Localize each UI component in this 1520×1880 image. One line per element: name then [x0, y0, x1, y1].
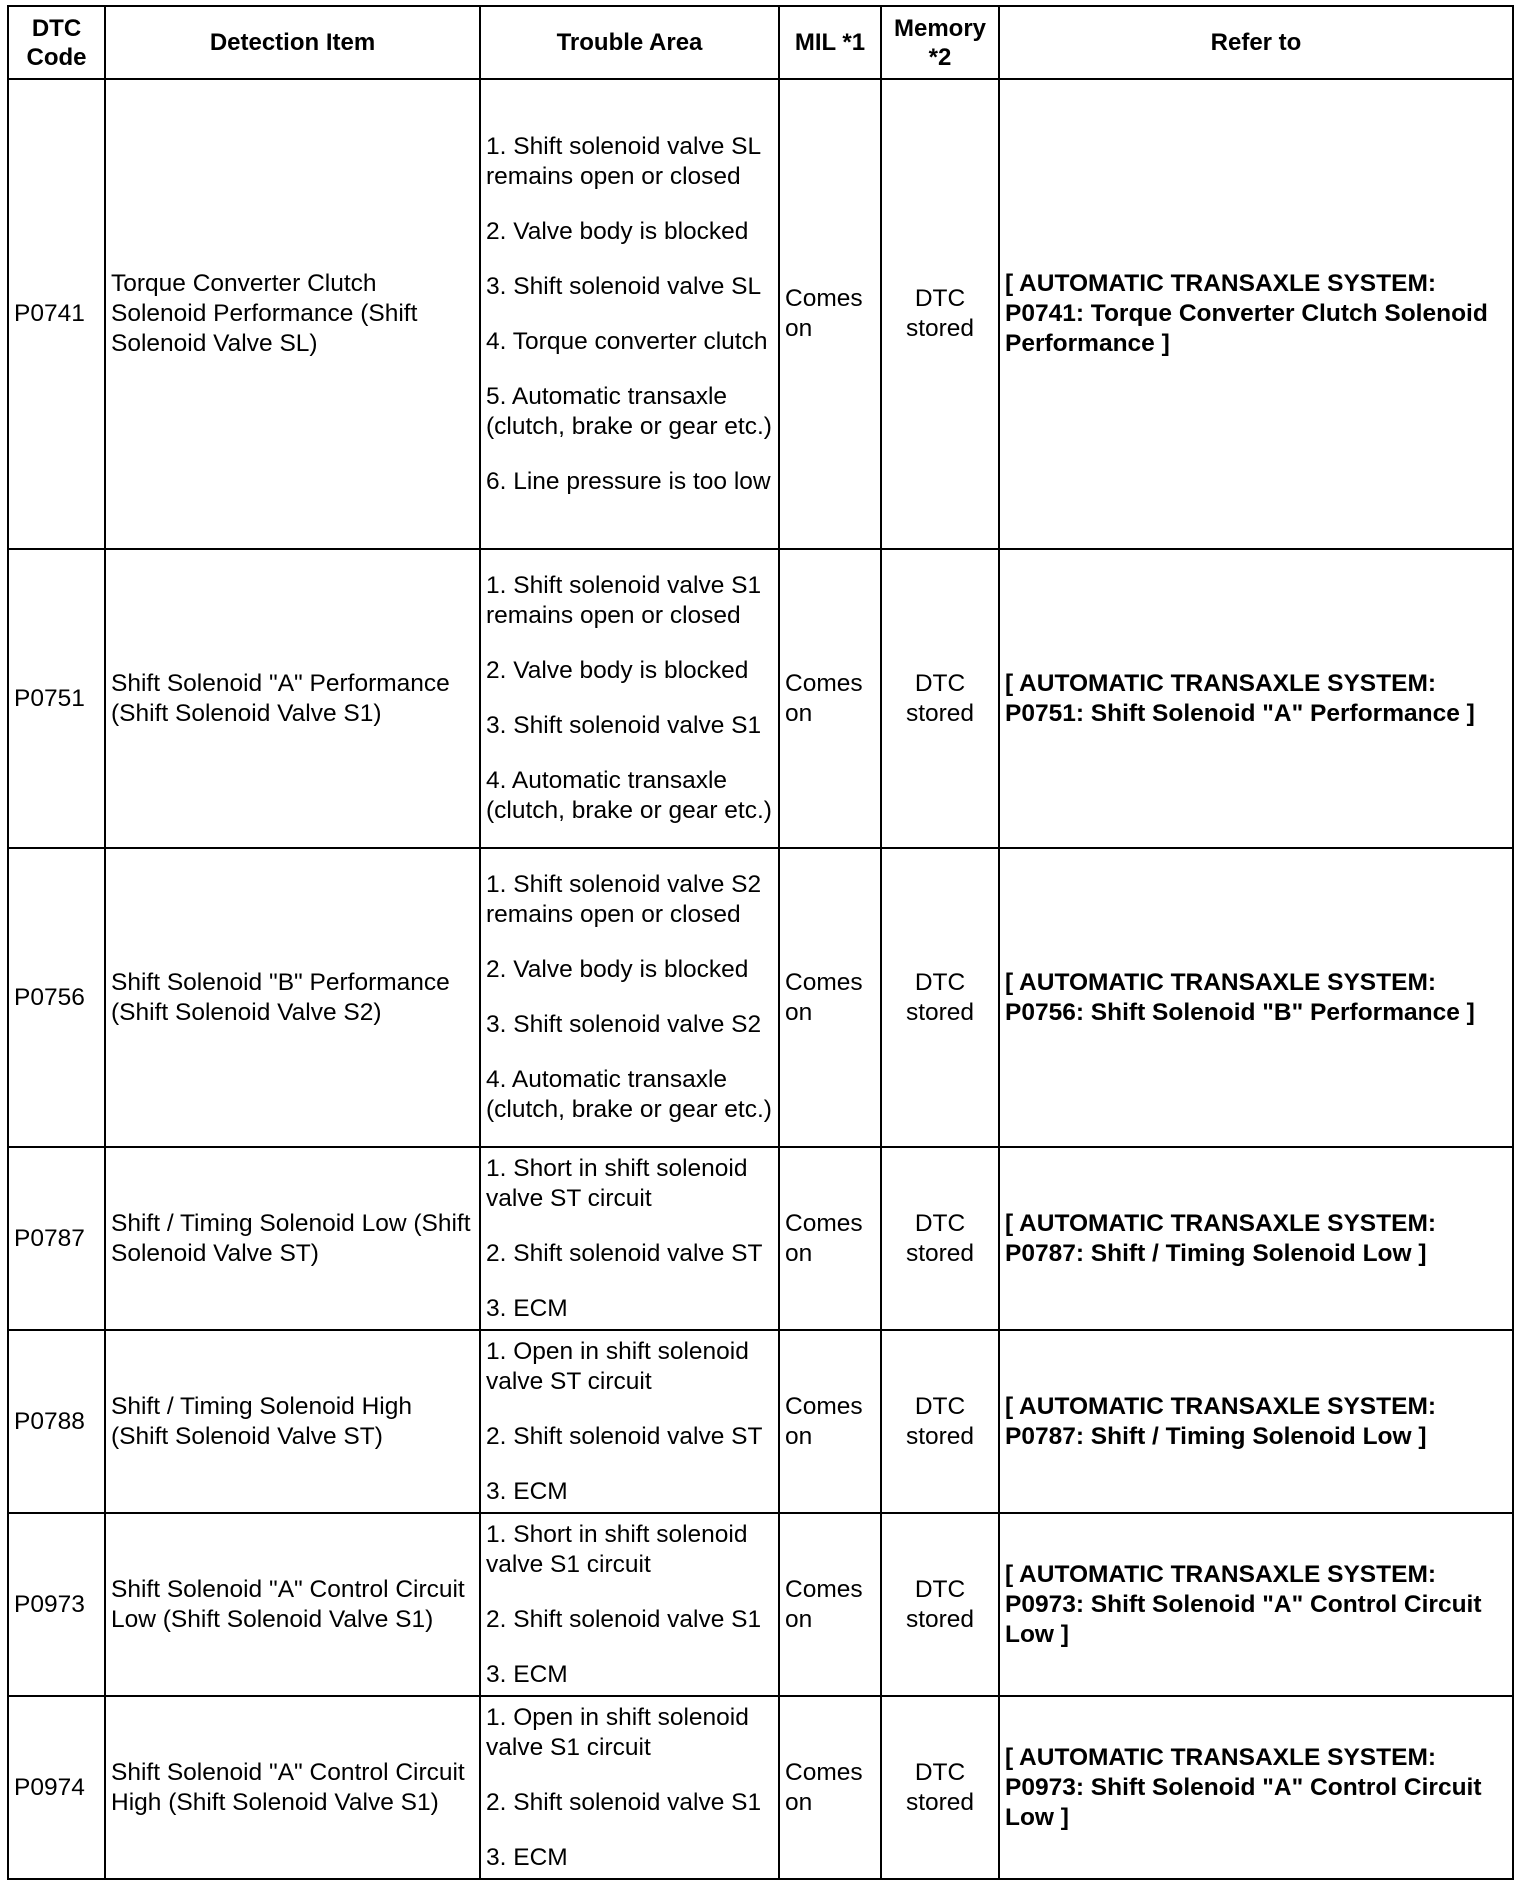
detection-item-cell: Shift / Timing Solenoid High (Shift Solenoid Valve ST)	[105, 1330, 480, 1513]
dtc-code-cell: P0756	[8, 848, 105, 1147]
dtc-code-cell: P0788	[8, 1330, 105, 1513]
dtc-code-cell: P0751	[8, 549, 105, 848]
trouble-area-item: 3. ECM	[486, 1477, 568, 1505]
memory-cell: DTC stored	[881, 1147, 999, 1330]
trouble-area-item: 1. Shift solenoid valve SL remains open or closed	[486, 132, 761, 190]
table-header-row	[8, 6, 1513, 79]
table-row	[8, 1147, 1513, 1330]
header-memory	[881, 6, 999, 79]
table-row	[8, 1513, 1513, 1696]
trouble-area-item: 2. Shift solenoid valve ST	[486, 1239, 763, 1267]
trouble-area-item: 2. Shift solenoid valve ST	[486, 1422, 763, 1450]
refer-to-link[interactable]: [ AUTOMATIC TRANSAXLE SYSTEM: P0741: Torque Converter Clutch Solenoid Performance ]	[999, 79, 1513, 549]
header-memory-line2: *2	[928, 43, 952, 71]
detection-item-cell: Shift / Timing Solenoid Low (Shift Solenoid Valve ST)	[105, 1147, 480, 1330]
trouble-area-item: 6. Line pressure is too low	[486, 467, 771, 495]
memory-cell: DTC stored	[881, 848, 999, 1147]
refer-to-link[interactable]: [ AUTOMATIC TRANSAXLE SYSTEM: P0973: Shift Solenoid "A" Control Circuit Low ]	[999, 1513, 1513, 1696]
dtc-table	[7, 5, 1514, 1880]
trouble-area-item: 2. Valve body is blocked	[486, 657, 749, 684]
trouble-area-item: 1. Short in shift solenoid valve ST circuit	[486, 1154, 748, 1212]
trouble-area-cell	[480, 848, 779, 1147]
detection-item-cell: Shift Solenoid "B" Performance (Shift Solenoid Valve S2)	[105, 848, 480, 1147]
trouble-area-item: 4. Automatic transaxle (clutch, brake or gear etc.)	[486, 767, 772, 824]
trouble-area-item: 1. Shift solenoid valve S2 remains open or closed	[486, 871, 762, 928]
header-memory-line1: Memory	[893, 14, 987, 42]
trouble-area-item: 1. Short in shift solenoid valve S1 circuit	[486, 1520, 748, 1578]
trouble-area-cell	[480, 79, 779, 549]
trouble-area-item: 3. ECM	[486, 1660, 568, 1688]
trouble-area-item: 3. Shift solenoid valve S1	[486, 712, 762, 739]
table-row	[8, 79, 1513, 549]
trouble-area-item: 2. Shift solenoid valve S1	[486, 1788, 762, 1816]
trouble-area-cell	[480, 1147, 779, 1330]
refer-to-link[interactable]: [ AUTOMATIC TRANSAXLE SYSTEM: P0787: Shift / Timing Solenoid Low ]	[999, 1330, 1513, 1513]
header-dtc-code-line2: Code	[26, 43, 87, 71]
mil-cell: Comes on	[779, 1513, 881, 1696]
trouble-area-item: 2. Valve body is blocked	[486, 217, 749, 245]
trouble-area-item: 3. Shift solenoid valve SL	[486, 272, 762, 300]
trouble-area-cell	[480, 1696, 779, 1879]
detection-item-cell: Shift Solenoid "A" Control Circuit High (Shift Solenoid Valve S1)	[105, 1696, 480, 1879]
refer-to-link[interactable]: [ AUTOMATIC TRANSAXLE SYSTEM: P0751: Shift Solenoid "A" Performance ]	[999, 549, 1513, 848]
memory-cell: DTC stored	[881, 1513, 999, 1696]
trouble-area-item: 3. Shift solenoid valve S2	[486, 1011, 762, 1038]
trouble-area-item: 1. Shift solenoid valve S1 remains open or closed	[486, 572, 762, 629]
mil-cell: Comes on	[779, 848, 881, 1147]
table-row	[8, 848, 1513, 1147]
header-refer-to: Refer to	[999, 6, 1513, 79]
header-detection-item: Detection Item	[105, 6, 480, 79]
trouble-area-cell	[480, 1513, 779, 1696]
memory-cell: DTC stored	[881, 1330, 999, 1513]
trouble-area-item: 4. Torque converter clutch	[486, 327, 768, 355]
refer-to-link[interactable]: [ AUTOMATIC TRANSAXLE SYSTEM: P0973: Shift Solenoid "A" Control Circuit Low ]	[999, 1696, 1513, 1879]
trouble-area-cell	[480, 549, 779, 848]
detection-item-cell: Torque Converter Clutch Solenoid Performance (Shift Solenoid Valve SL)	[105, 79, 480, 549]
mil-cell: Comes on	[779, 1696, 881, 1879]
trouble-area-item: 5. Automatic transaxle (clutch, brake or gear etc.)	[486, 382, 772, 440]
dtc-code-cell: P0787	[8, 1147, 105, 1330]
mil-cell: Comes on	[779, 1147, 881, 1330]
mil-cell: Comes on	[779, 1330, 881, 1513]
memory-cell: DTC stored	[881, 1696, 999, 1879]
trouble-area-item: 1. Open in shift solenoid valve ST circuit	[486, 1337, 749, 1395]
memory-cell: DTC stored	[881, 549, 999, 848]
table-row	[8, 549, 1513, 848]
memory-cell: DTC stored	[881, 79, 999, 549]
detection-item-cell: Shift Solenoid "A" Control Circuit Low (Shift Solenoid Valve S1)	[105, 1513, 480, 1696]
header-dtc-code-line1: DTC	[31, 14, 82, 42]
dtc-code-cell: P0973	[8, 1513, 105, 1696]
table-row	[8, 1330, 1513, 1513]
trouble-area-item: 1. Open in shift solenoid valve S1 circuit	[486, 1703, 749, 1761]
dtc-code-cell: P0974	[8, 1696, 105, 1879]
trouble-area-item: 4. Automatic transaxle (clutch, brake or gear etc.)	[486, 1066, 772, 1123]
trouble-area-item: 2. Valve body is blocked	[486, 956, 749, 983]
detection-item-cell: Shift Solenoid "A" Performance (Shift Solenoid Valve S1)	[105, 549, 480, 848]
dtc-code-cell: P0741	[8, 79, 105, 549]
table-row	[8, 1696, 1513, 1879]
mil-cell: Comes on	[779, 79, 881, 549]
trouble-area-item: 3. ECM	[486, 1294, 568, 1322]
trouble-area-cell	[480, 1330, 779, 1513]
header-trouble-area: Trouble Area	[480, 6, 779, 79]
mil-cell: Comes on	[779, 549, 881, 848]
refer-to-link[interactable]: [ AUTOMATIC TRANSAXLE SYSTEM: P0756: Shift Solenoid "B" Performance ]	[999, 848, 1513, 1147]
header-mil: MIL *1	[779, 6, 881, 79]
refer-to-link[interactable]: [ AUTOMATIC TRANSAXLE SYSTEM: P0787: Shift / Timing Solenoid Low ]	[999, 1147, 1513, 1330]
trouble-area-item: 2. Shift solenoid valve S1	[486, 1605, 762, 1633]
header-dtc-code	[8, 6, 105, 79]
trouble-area-item: 3. ECM	[486, 1843, 568, 1871]
